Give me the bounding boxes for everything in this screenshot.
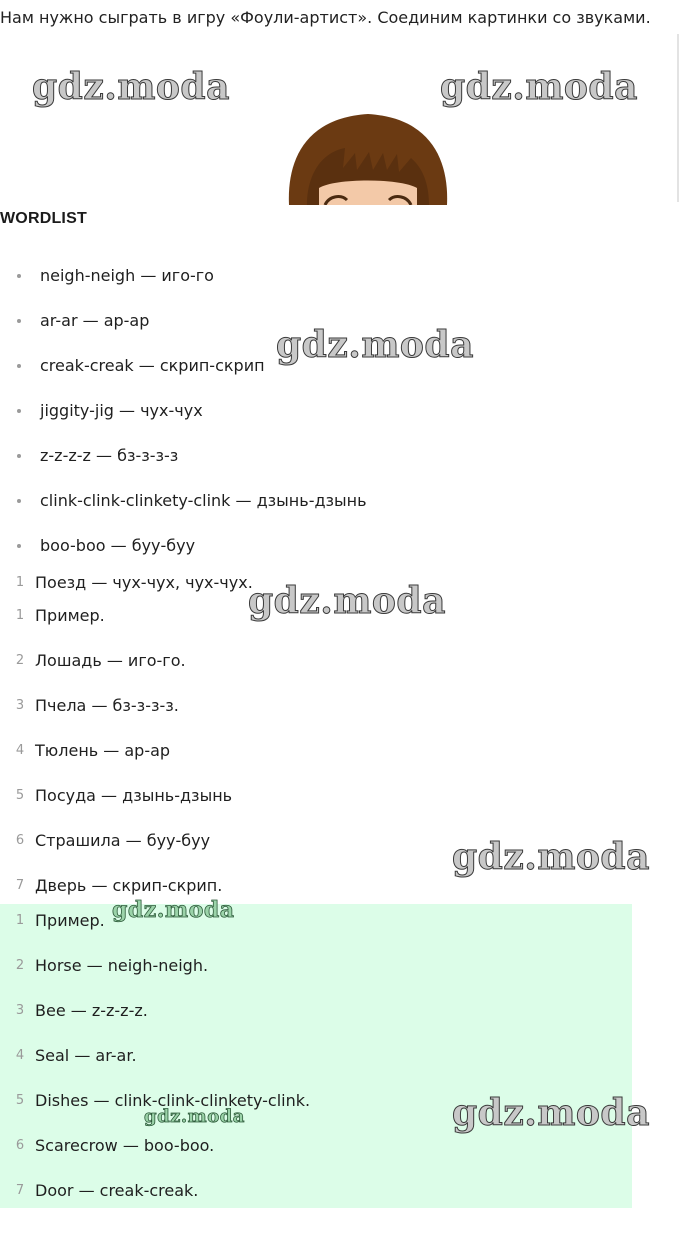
girl-illustration <box>285 108 451 205</box>
item-text: Поезд — чух-чух, чух-чух. <box>35 573 253 592</box>
list-item <box>0 827 632 872</box>
item-text: Пчела — бз-з-з-з. <box>35 696 179 715</box>
bullet-icon <box>17 364 21 368</box>
item-text: Пример. <box>35 911 105 930</box>
item-number: 1 <box>15 575 25 590</box>
item-text: Дверь — скрип-скрип. <box>35 876 223 895</box>
list-item: neigh-neigh — иго-го <box>0 262 680 307</box>
item-text: Scarecrow — boo-boo. <box>35 1136 215 1155</box>
item-number: 2 <box>15 653 25 668</box>
bullet-icon <box>17 274 21 278</box>
item-number: 7 <box>15 878 25 893</box>
intro-text: Нам нужно сыграть в игру «Фоули-артист». Соединим картинки со звуками. <box>0 8 651 27</box>
list-item: z-z-z-z — бз-з-з-з <box>0 442 680 487</box>
item-number: 5 <box>15 788 25 803</box>
item-number: 4 <box>15 1048 25 1063</box>
bullet-icon <box>17 544 21 548</box>
item-text: Door — creak-creak. <box>35 1181 199 1200</box>
watermark: gdz.moda <box>440 66 638 108</box>
list-item <box>0 1042 632 1087</box>
scroll-divider <box>677 34 679 202</box>
watermark: gdz.moda <box>144 1106 245 1127</box>
item-number: 6 <box>15 833 25 848</box>
list-item: creak-creak — скрип-скрип <box>0 352 680 397</box>
item-number: 3 <box>15 1003 25 1018</box>
list-item <box>0 997 632 1042</box>
item-text: Лошадь — иго-го. <box>35 651 186 670</box>
watermark: gdz.moda <box>248 580 446 622</box>
bullet-icon <box>17 319 21 323</box>
watermark: gdz.moda <box>112 897 235 923</box>
wordlist <box>0 262 680 577</box>
item-number: 1 <box>15 913 25 928</box>
item-text: Тюлень — ар-ар <box>35 741 171 760</box>
item-text: Dishes — clink-clink-clinkety-clink. <box>35 1091 311 1110</box>
list-item <box>0 952 632 997</box>
bullet-icon <box>17 454 21 458</box>
bullet-icon <box>17 409 21 413</box>
list-item: ar-ar — ар-ар <box>0 307 680 352</box>
list-item <box>0 692 632 737</box>
item-number: 1 <box>15 608 25 623</box>
wordlist-heading: WORDLIST <box>0 210 87 227</box>
list-item <box>0 907 632 952</box>
item-text: Horse — neigh-neigh. <box>35 956 209 975</box>
list-item: boo-boo — буу-буу <box>0 532 680 577</box>
list-item <box>0 1177 632 1222</box>
bullet-icon <box>17 499 21 503</box>
item-text: Bee — z-z-z-z. <box>35 1001 148 1020</box>
list-item: clink-clink-clinkety-clink — дзынь-дзынь <box>0 487 680 532</box>
item-number: 6 <box>15 1138 25 1153</box>
item-number: 2 <box>15 958 25 973</box>
english-answers-list <box>0 904 632 1208</box>
list-item <box>0 602 632 647</box>
list-item: jiggity-jig — чух-чух <box>0 397 680 442</box>
list-item <box>0 1132 632 1177</box>
item-text: Страшила — буу-буу <box>35 831 211 850</box>
item-text: Посуда — дзынь-дзынь <box>35 786 233 805</box>
item-number: 7 <box>15 1183 25 1198</box>
item-text: Пример. <box>35 606 105 625</box>
list-item <box>0 647 632 692</box>
item-text: Seal — ar-ar. <box>35 1046 137 1065</box>
watermark: gdz.moda <box>32 66 230 108</box>
list-item <box>0 737 632 782</box>
item-number: 4 <box>15 743 25 758</box>
item-number: 5 <box>15 1093 25 1108</box>
watermark: gdz.moda <box>452 1092 650 1134</box>
russian-answers-list <box>0 602 632 917</box>
watermark: gdz.moda <box>276 324 474 366</box>
list-item <box>0 782 632 827</box>
list-item <box>0 1087 632 1132</box>
item-number: 3 <box>15 698 25 713</box>
watermark: gdz.moda <box>452 836 650 878</box>
